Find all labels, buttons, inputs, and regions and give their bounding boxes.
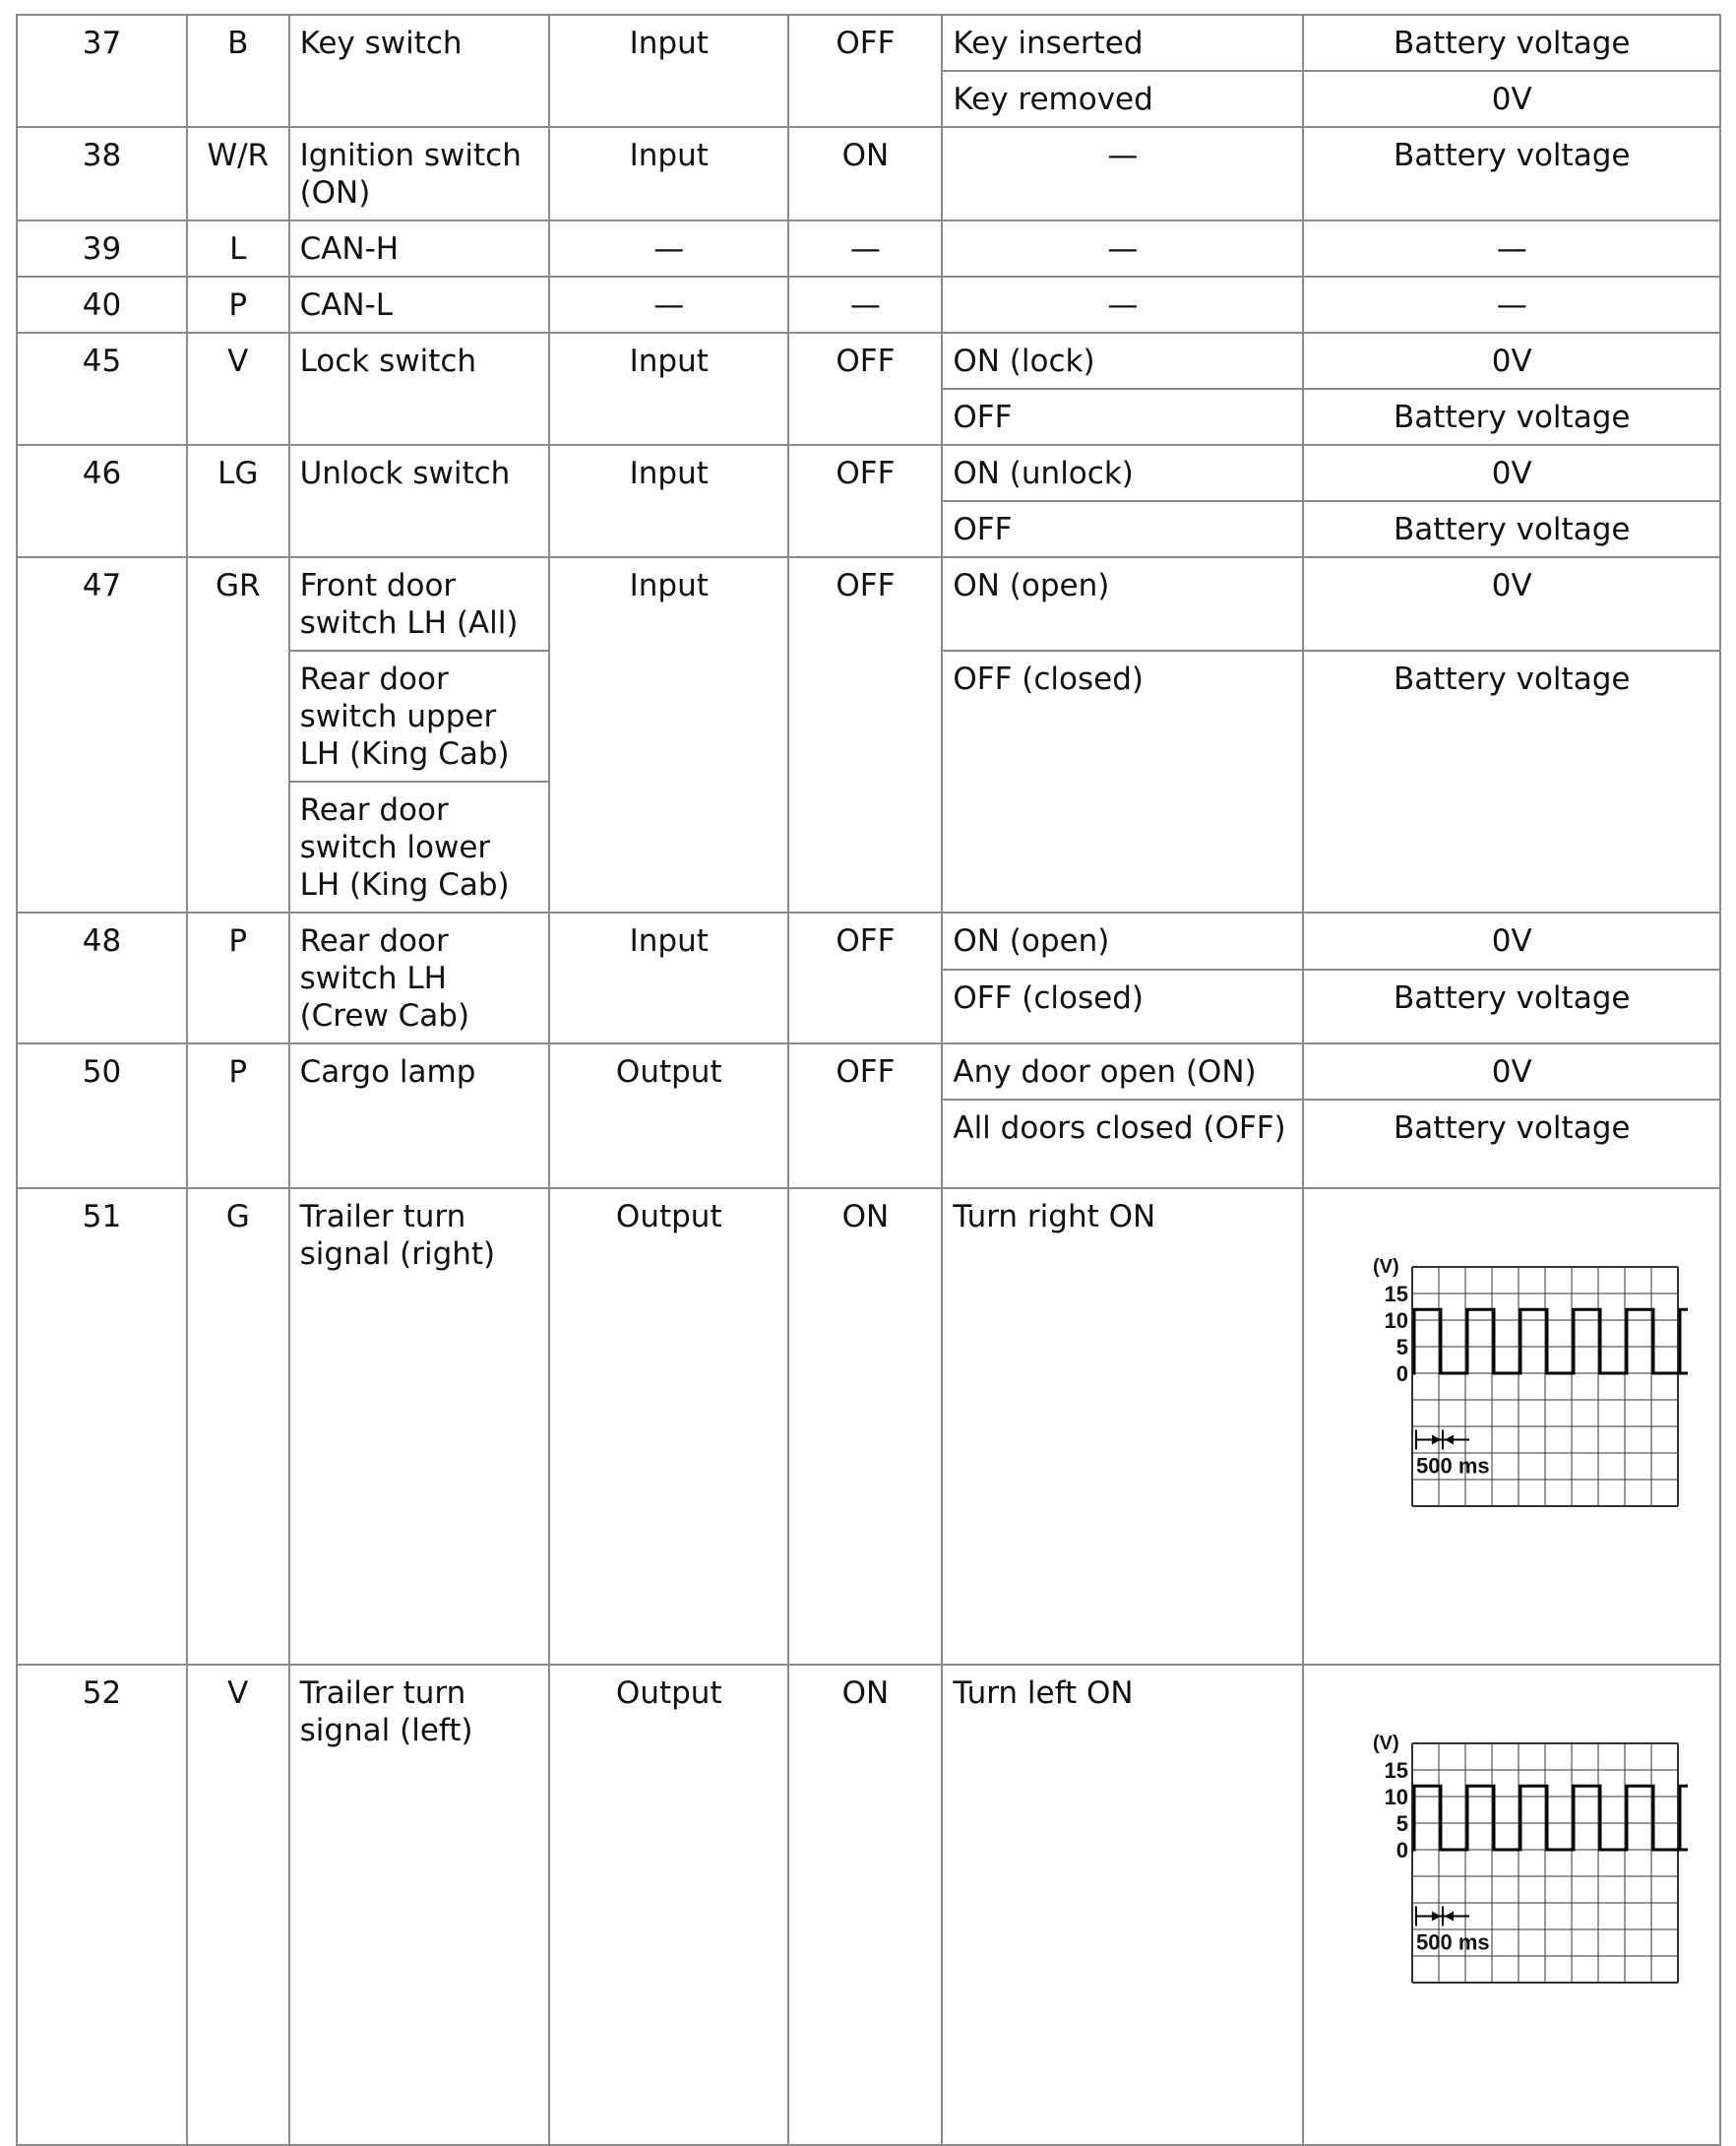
signal-type: Input bbox=[550, 128, 787, 220]
value: Battery voltage bbox=[1304, 390, 1719, 444]
value: 0V bbox=[1304, 1044, 1719, 1099]
wire-color: GR bbox=[188, 558, 288, 912]
condition: ON (open) bbox=[943, 558, 1302, 650]
signal-type: Output bbox=[550, 1189, 787, 1664]
condition: ON (lock) bbox=[943, 334, 1302, 388]
wire-color: W/R bbox=[188, 128, 288, 220]
timebase-marker bbox=[1416, 1907, 1469, 1926]
item-description: Key switch bbox=[290, 16, 549, 126]
signal-type: Input bbox=[550, 334, 787, 444]
signal-trace bbox=[1412, 1309, 1688, 1373]
y-tick-label: 5 bbox=[1396, 1335, 1409, 1359]
ignition-state: OFF bbox=[789, 334, 941, 444]
y-tick-label: 10 bbox=[1385, 1308, 1409, 1333]
table-row bbox=[18, 446, 1719, 500]
condition: — bbox=[943, 278, 1302, 332]
table-row bbox=[18, 128, 1719, 220]
terminal-number: 37 bbox=[18, 16, 186, 126]
value: Battery voltage bbox=[1304, 1101, 1719, 1187]
signal-type: — bbox=[550, 221, 787, 276]
value: — bbox=[1304, 221, 1719, 276]
y-tick-label: 0 bbox=[1396, 1361, 1409, 1386]
wire-color: L bbox=[188, 221, 288, 276]
waveform-cell bbox=[1304, 1189, 1719, 1664]
value: 0V bbox=[1304, 446, 1719, 500]
value: Battery voltage bbox=[1304, 652, 1719, 912]
item-description: CAN-H bbox=[290, 221, 549, 276]
wire-color: P bbox=[188, 914, 288, 1042]
terminal-number: 38 bbox=[18, 128, 186, 220]
y-tick-label: 15 bbox=[1385, 1282, 1409, 1306]
terminal-number: 40 bbox=[18, 278, 186, 332]
wire-color: P bbox=[188, 278, 288, 332]
signal-type: — bbox=[550, 278, 787, 332]
condition: Turn left ON bbox=[943, 1666, 1302, 2144]
condition: OFF (closed) bbox=[943, 971, 1302, 1042]
ignition-state: OFF bbox=[789, 16, 941, 126]
wire-color: P bbox=[188, 1044, 288, 1187]
value: Battery voltage bbox=[1304, 971, 1719, 1042]
value: 0V bbox=[1304, 334, 1719, 388]
wire-color: G bbox=[188, 1189, 288, 1664]
oscilloscope-waveform-right bbox=[1373, 1255, 1688, 1521]
item-description: Rear door switch lower LH (King Cab) bbox=[290, 783, 549, 912]
signal-type: Output bbox=[550, 1044, 787, 1187]
wire-color: LG bbox=[188, 446, 288, 556]
ignition-state: ON bbox=[789, 128, 941, 220]
terminal-number: 50 bbox=[18, 1044, 186, 1187]
signal-type: Input bbox=[550, 558, 787, 912]
item-description: Lock switch bbox=[290, 334, 549, 444]
value: 0V bbox=[1304, 558, 1719, 650]
value: Battery voltage bbox=[1304, 128, 1719, 220]
item-description: Cargo lamp bbox=[290, 1044, 549, 1187]
condition: — bbox=[943, 221, 1302, 276]
item-description: Rear door switch LH (Crew Cab) bbox=[290, 914, 549, 1042]
terminal-table-container bbox=[16, 14, 1721, 2146]
condition: OFF (closed) bbox=[943, 652, 1302, 912]
condition: OFF bbox=[943, 390, 1302, 444]
terminal-number: 39 bbox=[18, 221, 186, 276]
table-row bbox=[18, 221, 1719, 276]
signal-type: Input bbox=[550, 16, 787, 126]
terminal-number: 52 bbox=[18, 1666, 186, 2144]
value: Battery voltage bbox=[1304, 502, 1719, 556]
ignition-state: — bbox=[789, 278, 941, 332]
table-row bbox=[18, 914, 1719, 969]
terminal-number: 45 bbox=[18, 334, 186, 444]
condition: ON (unlock) bbox=[943, 446, 1302, 500]
condition: Key inserted bbox=[943, 16, 1302, 70]
condition: OFF bbox=[943, 502, 1302, 556]
condition: Any door open (ON) bbox=[943, 1044, 1302, 1099]
value: 0V bbox=[1304, 914, 1719, 969]
condition: — bbox=[943, 128, 1302, 220]
item-description: CAN-L bbox=[290, 278, 549, 332]
timebase-marker bbox=[1416, 1430, 1469, 1450]
condition: Turn right ON bbox=[943, 1189, 1302, 1664]
ignition-state: OFF bbox=[789, 558, 941, 912]
table-row bbox=[18, 334, 1719, 388]
ignition-state: — bbox=[789, 221, 941, 276]
ignition-state: OFF bbox=[789, 446, 941, 556]
signal-trace bbox=[1412, 1786, 1688, 1850]
signal-type: Input bbox=[550, 914, 787, 1042]
wire-color: V bbox=[188, 334, 288, 444]
terminal-number: 46 bbox=[18, 446, 186, 556]
item-description: Trailer turn signal (left) bbox=[290, 1666, 549, 2144]
wire-color: B bbox=[188, 16, 288, 126]
y-unit-label: (V) bbox=[1373, 1733, 1400, 1754]
condition: All doors closed (OFF) bbox=[943, 1101, 1302, 1187]
ignition-state: OFF bbox=[789, 914, 941, 1042]
condition: ON (open) bbox=[943, 914, 1302, 969]
terminal-inspection-table bbox=[16, 14, 1721, 2146]
value: 0V bbox=[1304, 72, 1719, 126]
wire-color: V bbox=[188, 1666, 288, 2144]
oscilloscope-waveform-left bbox=[1373, 1732, 1688, 1997]
terminal-number: 51 bbox=[18, 1189, 186, 1664]
signal-type: Input bbox=[550, 446, 787, 556]
table-row bbox=[18, 558, 1719, 650]
timebase-label: 500 ms bbox=[1416, 1929, 1491, 1955]
terminal-number: 47 bbox=[18, 558, 186, 912]
y-tick-label: 5 bbox=[1396, 1811, 1409, 1836]
table-row bbox=[18, 1044, 1719, 1099]
y-tick-label: 15 bbox=[1385, 1758, 1409, 1783]
table-row bbox=[18, 1666, 1719, 2144]
terminal-number: 48 bbox=[18, 914, 186, 1042]
item-description: Rear door switch upper LH (King Cab) bbox=[290, 652, 549, 781]
value: Battery voltage bbox=[1304, 16, 1719, 70]
y-tick-label: 0 bbox=[1396, 1838, 1409, 1862]
item-description: Ignition switch (ON) bbox=[290, 128, 549, 220]
ignition-state: ON bbox=[789, 1189, 941, 1664]
y-tick-label: 10 bbox=[1385, 1785, 1409, 1809]
item-description: Trailer turn signal (right) bbox=[290, 1189, 549, 1664]
waveform-cell bbox=[1304, 1666, 1719, 2144]
table-row bbox=[18, 278, 1719, 332]
condition: Key removed bbox=[943, 72, 1302, 126]
item-description: Front door switch LH (All) bbox=[290, 558, 549, 650]
y-unit-label: (V) bbox=[1373, 1256, 1400, 1278]
signal-type: Output bbox=[550, 1666, 787, 2144]
timebase-label: 500 ms bbox=[1416, 1453, 1491, 1479]
ignition-state: ON bbox=[789, 1666, 941, 2144]
item-description: Unlock switch bbox=[290, 446, 549, 556]
value: — bbox=[1304, 278, 1719, 332]
table-row bbox=[18, 1189, 1719, 1664]
ignition-state: OFF bbox=[789, 1044, 941, 1187]
table-row bbox=[18, 16, 1719, 70]
